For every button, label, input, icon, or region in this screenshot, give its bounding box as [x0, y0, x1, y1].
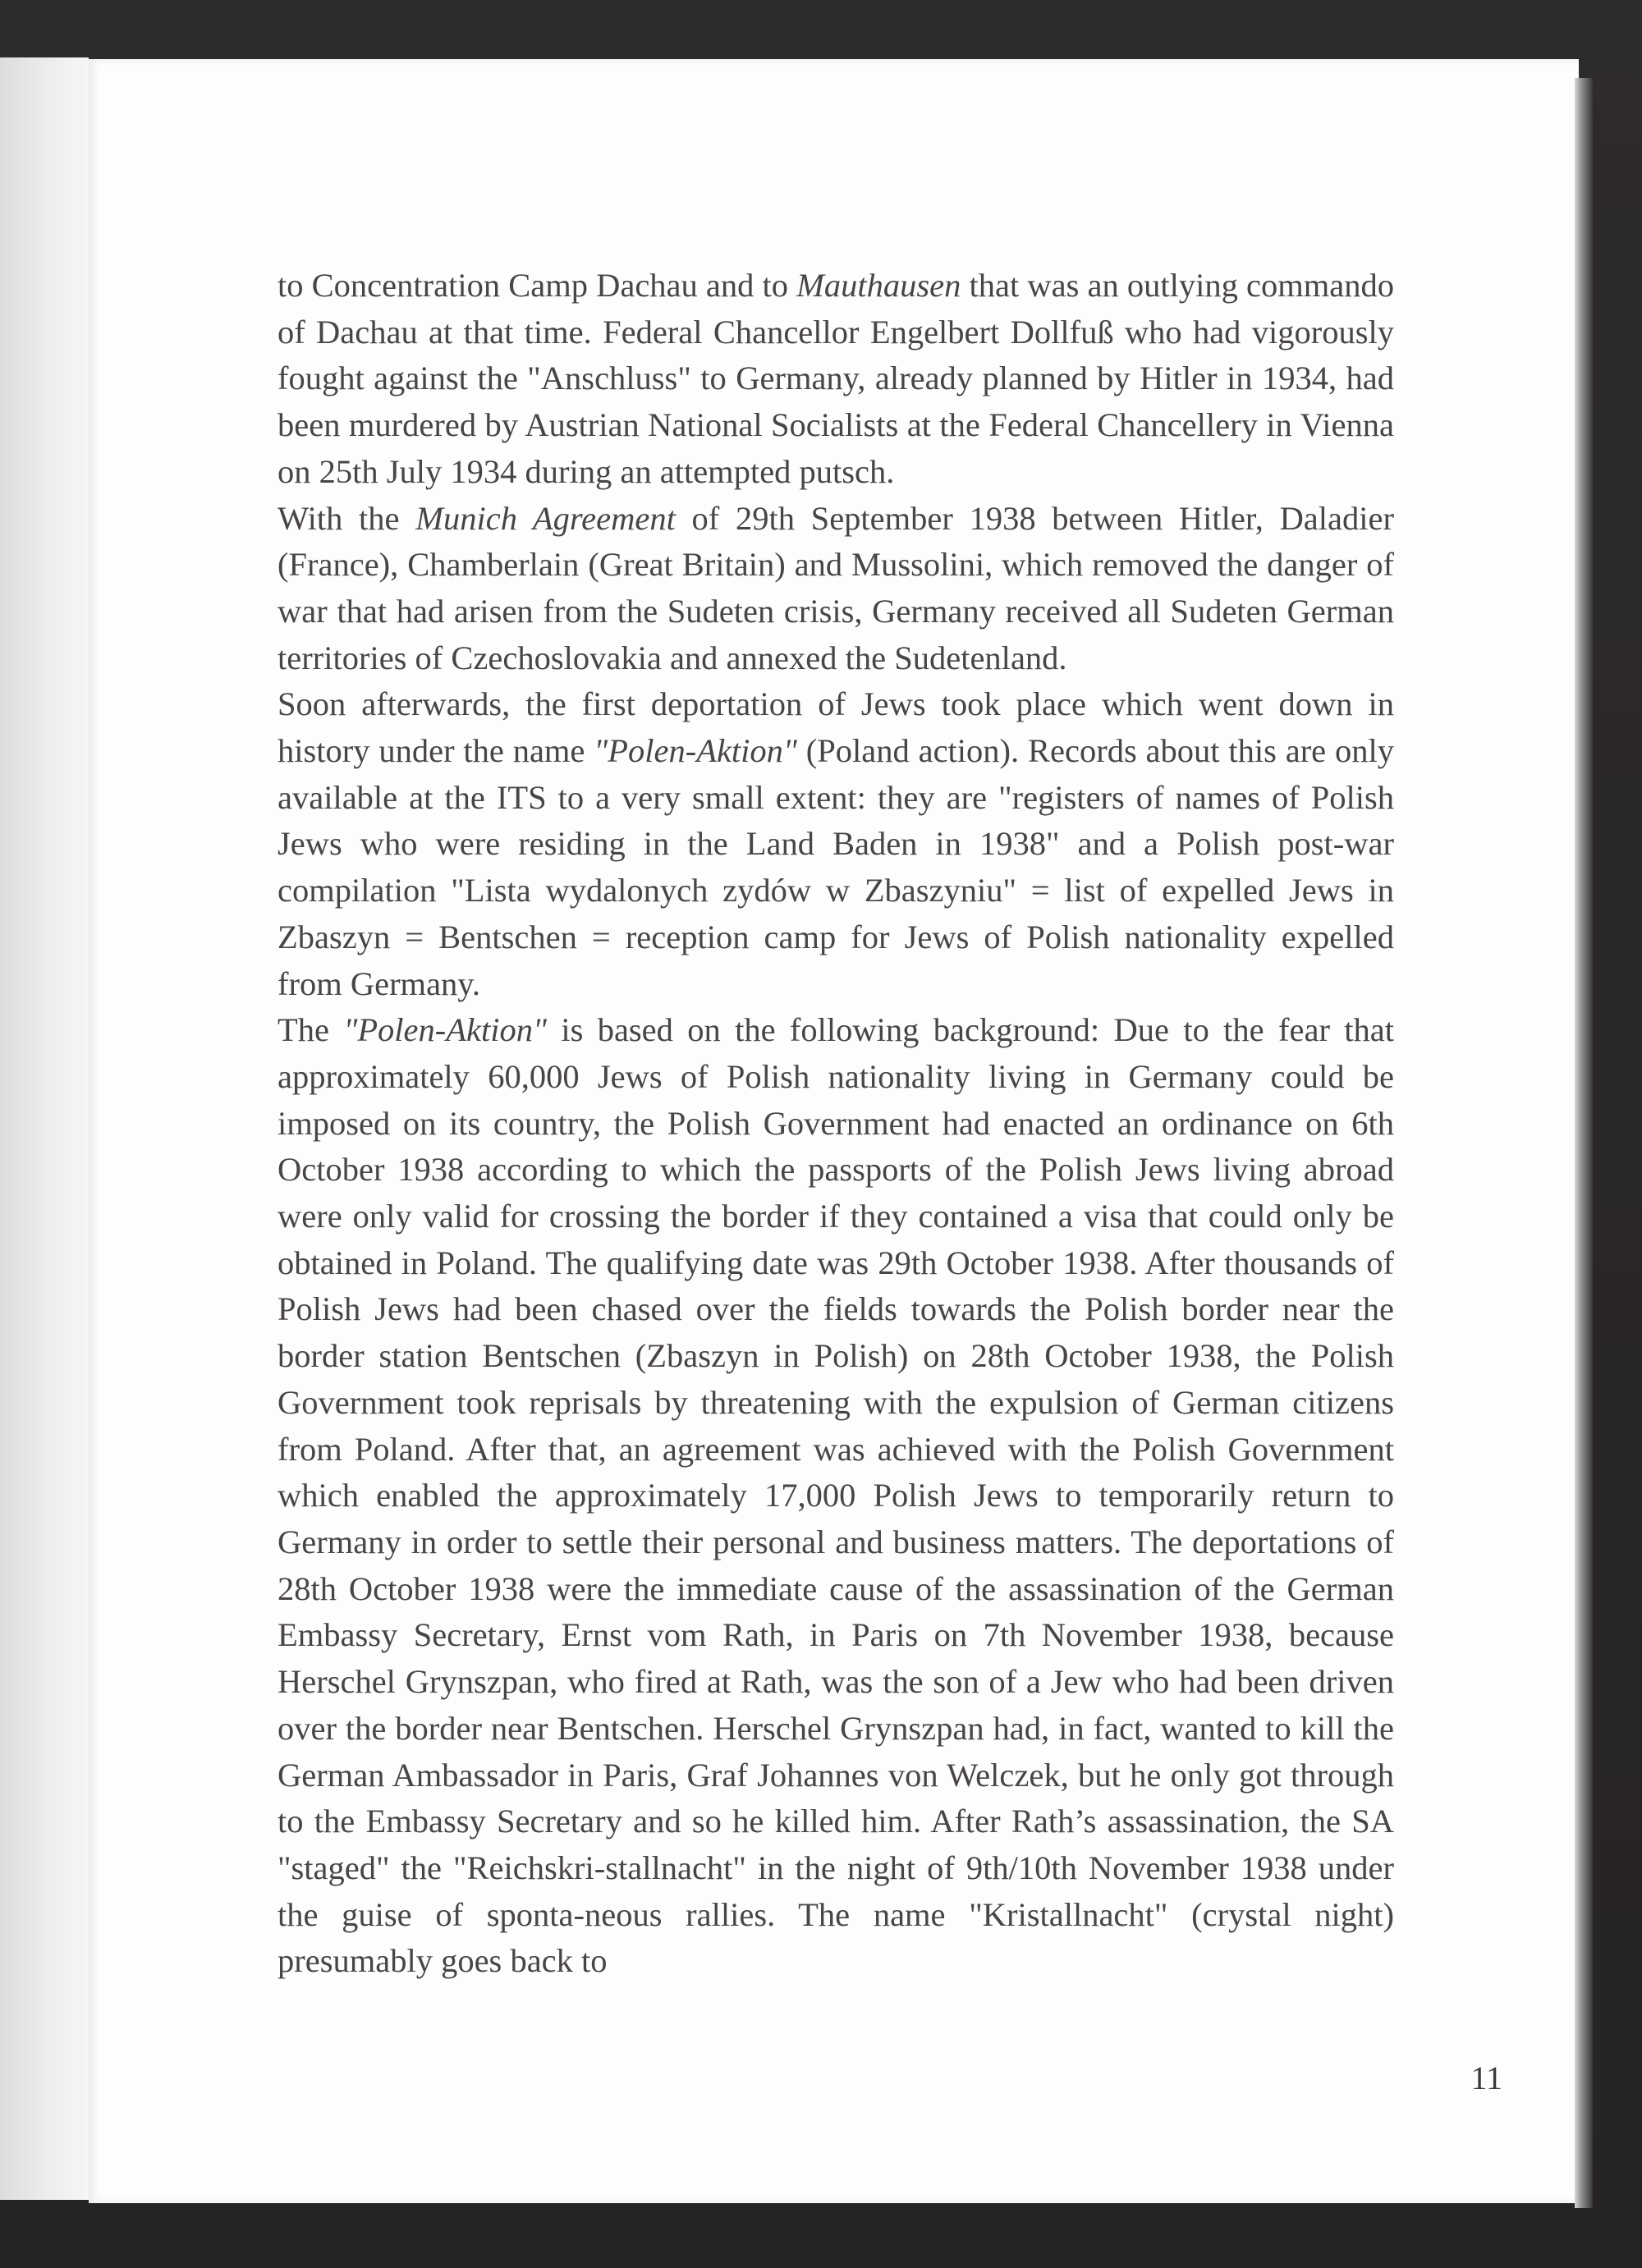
body-text: [277, 263, 1394, 1985]
text-run: that was an outlying commando of Dachau at that time. Federal Chancellor Engelbert Dollfuß who had vigorously fought against the "Anschluss" to Germany, already planned by Hitler in 1934, had been murdered by Austrian National Socialists at the Federal Chancellery in Vienna on 25th July 1934 during an attempted putsch.: [277, 267, 1394, 490]
text-run: to Concentration Camp Dachau and to: [277, 267, 797, 304]
text-run: is based on the following background: Due to the fear that approximately 60,000 Jews of Polish nationality living in Germany could be imposed on its country, the Polish Government had enacted an ordinance on 6th October 1938 according to which the passports of the Polish Jews living abroad were only valid for crossing the border if they contained a visa that could only be obtained in Poland. The qualifying date was 29th October 1938. After thousands of Polish Jews had been chased over the fields towards the Polish border near the border station Bentschen (Zbaszyn in Polish) on 28th October 1938, the Polish Government took reprisals by threatening with the expulsion of German citizens from Poland. After that, an agreement was achieved with the Polish Government which enabled the approximately 17,000 Polish Jews to temporarily return to Germany in order to settle their personal and business matters. The deportations of 28th October 1938 were the immediate cause of the assassination of the German Embassy Secretary, Ernst vom Rath, in Paris on 7th November 1938, because Herschel Grynszpan, who fired at Rath, was the son of a Jew who had been driven over the border near Bentschen. Herschel Grynszpan had, in fact, wanted to kill the German Ambassador in Paris, Graf Johannes von Welczek, but he only got through to the Embassy Secretary and so he killed him. After Rath’s assassination, the SA "staged" the "Reichskri-stallnacht" in the night of 9th/10th November 1938 under the guise of sponta-neous rallies. The name "Kristallnacht" (crystal night) presumably goes back to: [277, 1011, 1394, 1980]
text-run: (Poland action). Records about this are only available at the ITS to a very small extent: they are "registers of names of Polish Jews who were residing in the Land Baden in 1938" and a Polish post-war compilation "Lista wydalonych zydów w Zbaszyniu" = list of expelled Jews in Zbaszyn = Bentschen = reception camp for Jews of Polish nationality expelled from Germany.: [277, 732, 1394, 1002]
paragraph-munich-agreement: [277, 496, 1394, 682]
paragraph-polen-aktion-intro: [277, 681, 1394, 1007]
page-number: 11: [1470, 2060, 1502, 2096]
italic-term-polen-aktion: "Polen-Aktion": [594, 732, 797, 770]
facing-page-edge: [0, 57, 89, 2200]
paragraph-polen-aktion-background: [277, 1007, 1394, 1985]
paragraph-dollfuss: [277, 263, 1394, 496]
text-run: of 29th September 1938 between Hitler, Daladier (France), Chamberlain (Great Britain) and Mussolini, which removed the danger of war that had arisen from the Sudeten crisis, Germany received all Sudeten German territories of Czechoslovakia and annexed the Sudetenland.: [277, 499, 1394, 676]
page-stack-edge: [1575, 78, 1593, 2208]
italic-term-mauthausen: Mauthausen: [796, 267, 961, 304]
italic-term-polen-aktion: "Polen-Aktion": [343, 1011, 547, 1049]
text-run: The: [277, 1011, 344, 1049]
text-run: Soon afterwards, the first deportation of Jews took place which went down in history under the name: [277, 685, 1394, 770]
text-run: With the: [277, 499, 416, 537]
italic-term-munich-agreement: Munich Agreement: [415, 499, 676, 537]
